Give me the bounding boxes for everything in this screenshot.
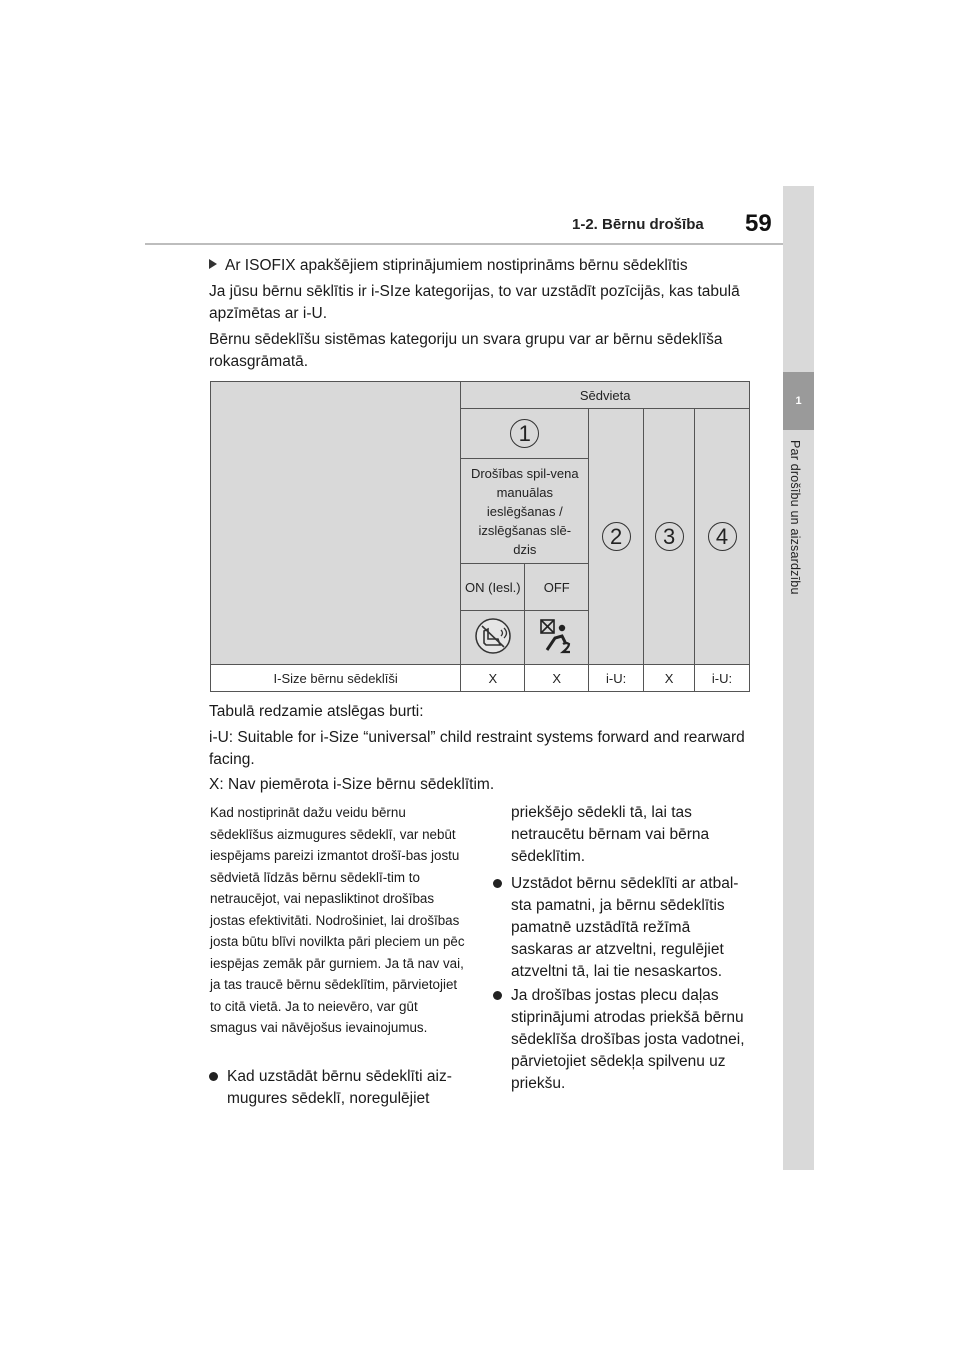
legend-title: Tabulā redzamie atslēgas burti: (209, 703, 424, 720)
warning-note: Kad nostiprināt dažu veidu bērnu sēdeklīšus aizmugures sēdeklī, var nebūt iespējams pareizi izmantot drošī-bas jostu sēdvietā līdzās bērnu sēdeklī-tim to netraucējot, vai nepasliktinot drošības jostas efektivitāti. Nodrošiniet, lai drošības josta būtu blīvi novilkta pāri pleciem un pēc iespējas zemāk pār gurniem. Ja tā nav vai, ja tas traucē bērnu sēdeklītim, pārvietojiet to citā vietā. Ja to neievēro, var gūt smagus vai nāvējošus ievainojumus. (210, 805, 465, 1035)
legend-x: X: Nav piemērota i-Size bērnu sēdeklītim. (209, 776, 495, 793)
airbag-switch-label: Drošības spil-vena manuālas ieslēgšanas / izslēgšanas slē-dzis (461, 459, 589, 564)
intro-paragraph-2: Bērnu sēdeklīšu sistēmas kategoriju un svara grupu var ar bērnu sēdeklīša rokasgrāmatā. (209, 331, 723, 370)
seat-number-4: 4 (708, 522, 737, 551)
section-title: 1-2. Bērnu drošība (572, 216, 704, 233)
row-value-seat1-off: X (525, 665, 589, 692)
seat-2-cell (589, 409, 644, 665)
airbag-on-seat-icon (474, 617, 512, 655)
bullet-1-text-end: priekšējo sēdekli tā, lai tas netraucētu bērnam vai bērna sēdeklītim. (511, 804, 710, 865)
bullet-1-text-start: Kad uzstādāt bērnu sēdeklīti aiz-mugures sēdeklī, noregulējiet (227, 1068, 452, 1107)
row-label-isize: I-Size bērnu sēdeklīši (211, 665, 461, 692)
airbag-off-passenger-icon (537, 616, 577, 656)
bullet-item-1-continued (493, 802, 753, 868)
side-tab-label: Par drošību un aizsardzību (788, 440, 802, 595)
bullet-item-1 (209, 1066, 471, 1110)
intro-paragraph-1: Ja jūsu bērnu sēklītis ir i-SIze kategorijas, to var uzstādīt pozīcijās, kas tabulā apzīmētas ar i-U. (209, 283, 740, 322)
side-tab-chapter[interactable]: 1 (783, 372, 814, 430)
legend-iu: i-U: Suitable for i-Size “universal” child restraint systems forward and rearward facing. (209, 729, 745, 768)
bullet-dot-icon (493, 879, 502, 888)
bullet-item-2 (493, 873, 755, 983)
triangle-bullet-icon (209, 259, 217, 269)
airbag-off-icon-cell (525, 611, 589, 665)
bullet-item-3 (493, 985, 755, 1095)
seat-number-3: 3 (655, 522, 684, 551)
airbag-on-icon-cell (461, 611, 525, 665)
seat-compatibility-table (210, 381, 750, 692)
page-number: 59 (745, 210, 772, 237)
seat-3-cell (644, 409, 695, 665)
subsection-heading-text: Ar ISOFIX apakšējiem stiprinājumiem nostiprināms bērnu sēdeklītis (225, 257, 688, 274)
bullet-3-text: Ja drošības jostas plecu daļas stiprinājumi atrodas priekšā bērnu sēdeklīša drošības josta vadotnei, pārvietojiet sēdekļa spilvenu uz priekšu. (511, 987, 745, 1092)
seat-1-cell (461, 409, 589, 459)
seat-number-1: 1 (510, 419, 539, 448)
row-value-seat3: X (644, 665, 695, 692)
seat-number-2: 2 (602, 522, 631, 551)
table-header-seat: Sēdvieta (461, 382, 750, 409)
switch-off-label: OFF (525, 564, 589, 611)
subsection-heading (209, 255, 688, 277)
table-corner-cell (211, 382, 461, 665)
switch-on-label: ON (Iesl.) (461, 564, 525, 611)
row-value-seat1-on: X (461, 665, 525, 692)
header-divider (145, 243, 785, 245)
row-value-seat4: i-U: (695, 665, 750, 692)
side-tab-strip (783, 186, 814, 1170)
bullet-dot-icon (493, 991, 502, 1000)
row-value-seat2: i-U: (589, 665, 644, 692)
seat-4-cell (695, 409, 750, 665)
bullet-dot-icon (209, 1072, 218, 1081)
bullet-2-text: Uzstādot bērnu sēdeklīti ar atbal-sta pamatni, ja bērnu sēdeklītis pamatnē uzstādītā režīmā saskaras ar atzveltni, regulējiet atzveltni tā, lai tie nesaskartos. (511, 875, 739, 980)
